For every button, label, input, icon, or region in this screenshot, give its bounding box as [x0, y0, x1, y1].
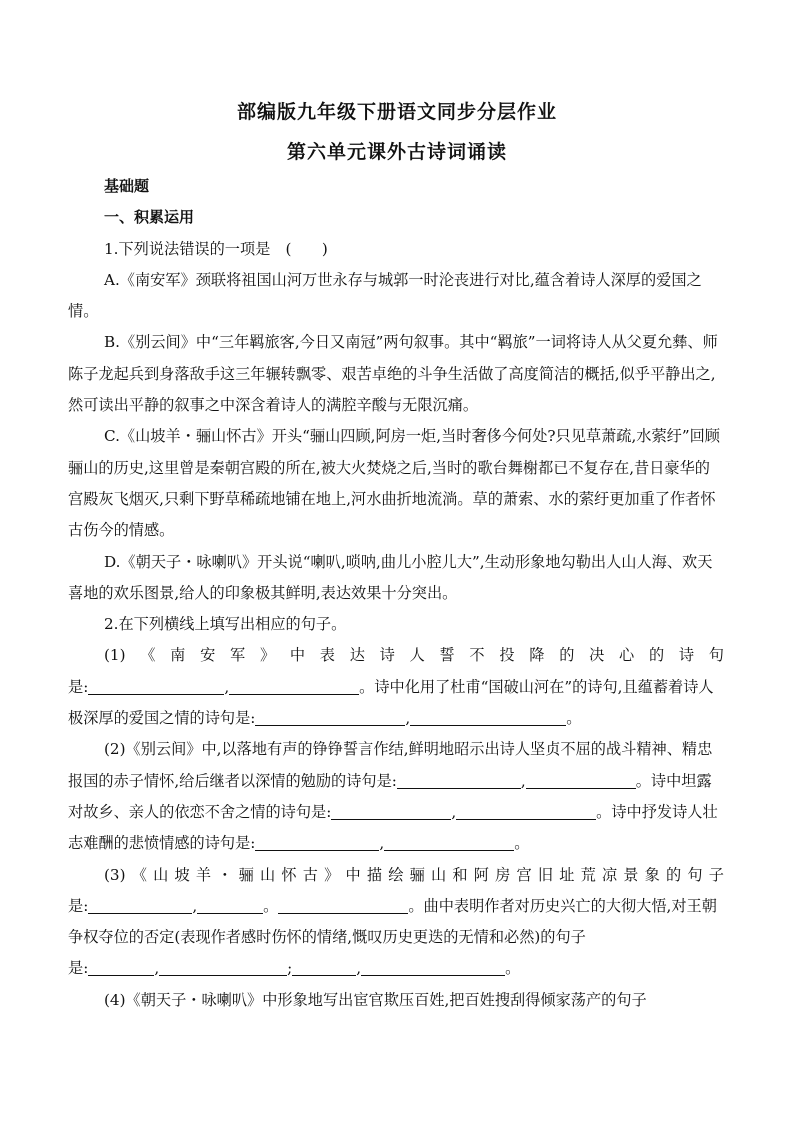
answer-blank[interactable]: [255, 832, 379, 851]
question-2-part-3-lead: (3)《山坡羊・骊山怀古》中描绘骊山和阿房宫旧址荒凉景象的句子: [104, 865, 724, 884]
question-2-part-3: 是: , 。 。曲中表明作者对历史兴亡的大彻大悟,对王朝争权夺位的否定(表现作者感时伤怀的情绪,慨叹历史更迭的无情和必然)的句子: [68, 896, 717, 947]
worksheet-content: [68, 171, 724, 1016]
question-2-stem: 2.在下列横线上填写出相应的句子。: [104, 615, 347, 634]
answer-blank[interactable]: [292, 957, 356, 976]
question-1-option-b: B.《别云间》中“三年羁旅客,今日又南冠”两句叙事。其中“羁旅”一词将诗人从父夏允彝、师陈子龙起兵到身落敌手这三年辗转飘零、艰苦卓绝的斗争生活做了高度简洁的概括,似乎平静出之,然可读出平静的叙事之中深含着诗人的满腔辛酸与无限沉痛。: [68, 333, 718, 415]
answer-blank[interactable]: [88, 676, 224, 695]
question-2-part-1: 是: , 。诗中化用了杜甫“国破山河在”的诗句,且蕴蓄着诗人极深厚的爱国之情的诗句是: , 。: [68, 677, 714, 728]
answer-blank[interactable]: [229, 676, 359, 695]
question-1-option-c: C.《山坡羊・骊山怀古》开头“骊山四顾,阿房一炬,当时奢侈今何处?只见草萧疏,水萦纡”回顾骊山的历史,这里曾是秦朝宫殿的所在,被大火焚烧之后,当时的歌台舞榭都已不复存在,昔日豪华的宫殿灰飞烟灭,只剩下野草稀疏地铺在地上,河水曲折地流淌。草的萧索、水的萦纡更加重了作者怀古伤今的情感。: [68, 427, 720, 540]
question-1-option-a: A.《南安军》颈联将祖国山河万世永存与城郭一时沦丧进行对比,蕴含着诗人深厚的爱国之情。: [68, 270, 702, 321]
answer-blank[interactable]: [361, 957, 505, 976]
answer-blank[interactable]: [456, 801, 596, 820]
answer-blank[interactable]: [410, 707, 566, 726]
answer-blank[interactable]: [88, 895, 192, 914]
page-subtitle: 第六单元课外古诗词诵读: [286, 141, 507, 163]
section-part: 一、积累运用: [104, 208, 195, 227]
question-2-part-4: (4)《朝天子・咏喇叭》中形象地写出宦官欺压百姓,把百姓搜刮得倾家荡产的句子: [104, 990, 647, 1009]
question-1-option-d: D.《朝天子・咏喇叭》开头说“喇叭,唢呐,曲儿小腔儿大”,生动形象地勾勒出人山人海、欢天喜地的欢乐图景,给人的印象极其鲜明,表达效果十分突出。: [68, 552, 713, 602]
question-2-part-2: (2)《别云间》中,以落地有声的铮铮誓言作结,鲜明地昭示出诗人坚贞不屈的战斗精神、精忠报国的赤子情怀,给后继者以深情的勉励的诗句是: , 。诗中坦露对故乡、亲人的依恋不舍之情的诗句是: , 。诗中抒发诗人壮志难酬的悲愤情感的诗句是: , 。: [68, 740, 718, 853]
answer-blank[interactable]: [197, 895, 263, 914]
answer-blank[interactable]: [331, 801, 451, 820]
answer-blank[interactable]: [278, 895, 408, 914]
page-title: 部编版九年级下册语文同步分层作业: [236, 101, 557, 123]
answer-blank[interactable]: [526, 770, 636, 789]
question-1-stem: 1.下列说法错误的一项是 ( ): [104, 239, 328, 258]
answer-blank[interactable]: [88, 957, 154, 976]
answer-blank[interactable]: [159, 957, 287, 976]
answer-blank[interactable]: [255, 707, 405, 726]
answer-blank[interactable]: [397, 770, 521, 789]
question-2-part-1-lead: (1)《南安军》中表达诗人誓不投降的决心的诗句: [104, 646, 724, 665]
section-level: 基础题: [104, 177, 150, 195]
question-2-part-3-answers: 是: , ; , 。: [68, 959, 521, 978]
answer-blank[interactable]: [384, 832, 514, 851]
